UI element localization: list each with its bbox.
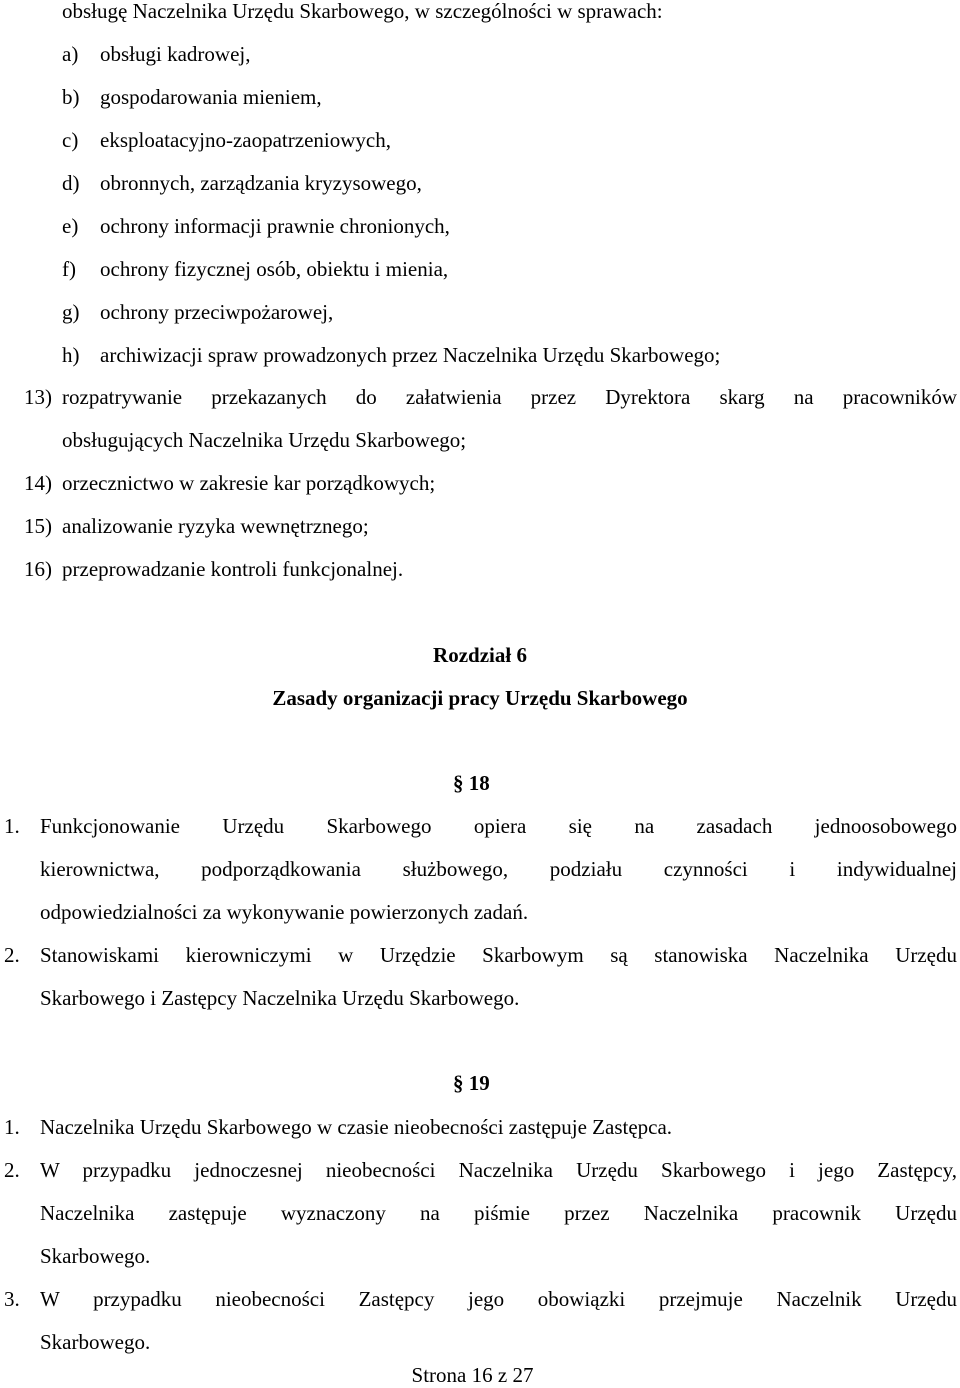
sub-item-text: eksploatacyjno-zaopatrzeniowych, [100,128,391,152]
sub-item-text: gospodarowania mieniem, [100,85,322,109]
item-text: obsługujących Naczelnika Urzędu Skarbowego; [62,428,467,452]
sub-item-label: d) [62,171,80,195]
paragraph-text: odpowiedzialności za wykonywanie powierzonych zadań. [40,900,529,924]
paragraph-text: Naczelnika Urzędu Skarbowego w czasie nieobecności zastępuje Zastępca. [40,1115,673,1139]
section-symbol: § [453,771,464,795]
item-text: orzecznictwo w zakresie kar porządkowych; [62,471,436,495]
sub-item-text: ochrony fizycznej osób, obiektu i mienia, [100,257,449,281]
paragraph-label: 1. [4,1115,20,1139]
sub-item-label: f) [62,257,76,281]
sub-item-text: obronnych, zarządzania kryzysowego, [100,171,422,195]
paragraph-label: 2. [4,1158,20,1182]
item-label: 16) [24,557,52,581]
paragraph-text: Skarbowego. [40,1244,151,1268]
item-text: przeprowadzanie kontroli funkcjonalnej. [62,557,404,581]
sub-item-text: archiwizacji spraw prowadzonych przez Naczelnika Urzędu Skarbowego; [100,343,721,367]
section-symbol: § [453,1071,464,1095]
item-text: analizowanie ryzyka wewnętrznego; [62,514,369,538]
sub-item-label: b) [62,85,80,109]
paragraph-text: kierownictwa, podporządkowania służbowego, podziału czynności i indywidualnej [40,857,957,881]
intro-line: obsługę Naczelnika Urzędu Skarbowego, w szczególności w sprawach: [62,0,663,23]
paragraph-label: 3. [4,1287,20,1311]
item-text: rozpatrywanie przekazanych do załatwienia przez Dyrektora skarg na pracowników [62,385,957,409]
paragraph-text: Stanowiskami kierowniczymi w Urzędzie Skarbowym są stanowiska Naczelnika Urzędu [40,943,957,967]
section-number: 18 [468,771,490,795]
section-number: 19 [468,1071,490,1095]
sub-item-label: e) [62,214,79,238]
paragraph-text: Funkcjonowanie Urzędu Skarbowego opiera się na zasadach jednoosobowego [40,814,957,838]
sub-item-label: h) [62,343,80,367]
paragraph-label: 1. [4,814,20,838]
chapter-title: Zasady organizacji pracy Urzędu Skarbowego [272,686,688,710]
paragraph-label: 2. [4,943,20,967]
paragraph-text: Naczelnika zastępuje wyznaczony na piśmie przez Naczelnika pracownik Urzędu [40,1201,957,1225]
section-heading-19 [453,1069,490,1097]
item-label: 13) [24,385,52,409]
paragraph-text: Skarbowego. [40,1330,151,1354]
page-footer: Strona 16 z 27 [411,1363,534,1387]
chapter-number: Rozdział 6 [433,643,527,667]
sub-item-text: ochrony informacji prawnie chronionych, [100,214,450,238]
sub-item-text: ochrony przeciwpożarowej, [100,300,334,324]
paragraph-text: W przypadku nieobecności Zastępcy jego obowiązki przejmuje Naczelnik Urzędu [40,1287,957,1311]
sub-item-label: a) [62,42,79,66]
paragraph-text: Skarbowego i Zastępcy Naczelnika Urzędu Skarbowego. [40,986,520,1010]
sub-item-label: c) [62,128,79,152]
item-label: 14) [24,471,52,495]
paragraph-text: W przypadku jednoczesnej nieobecności Naczelnika Urzędu Skarbowego i jego Zastępcy, [40,1158,957,1182]
sub-item-label: g) [62,300,80,324]
sub-item-text: obsługi kadrowej, [100,42,251,66]
item-label: 15) [24,514,52,538]
section-heading-18 [453,769,490,797]
